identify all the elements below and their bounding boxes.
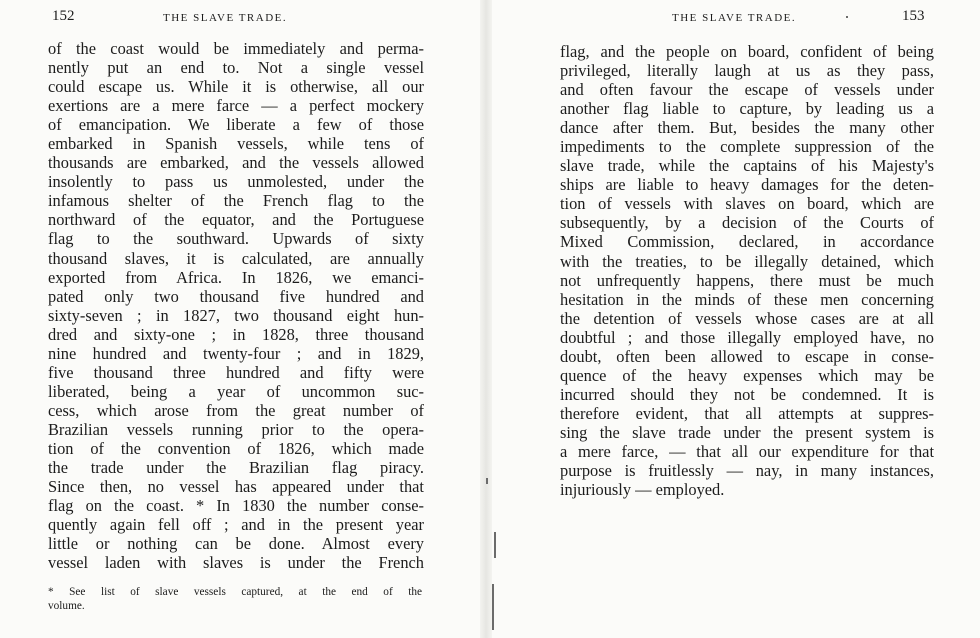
text-line: nine hundred and twenty-four ; and in 1829, — [48, 343, 424, 363]
text-line: the detention of vessels whose cases are at all — [560, 308, 934, 328]
text-line: injuriously — employed. — [560, 480, 725, 500]
text-line: therefore evident, that all attempts at suppres- — [560, 403, 934, 423]
text-line: sixty-seven ; in 1827, two thousand eight hun- — [48, 305, 424, 325]
text-line: hesitation in the minds of these men concerning — [560, 289, 934, 309]
running-head: THE SLAVE TRADE. — [163, 12, 288, 24]
text-line: doubtful ; and those illegally employed have, no — [560, 327, 934, 347]
footnote-line: * See list of slave vessels captured, at the end of the — [48, 586, 422, 598]
text-line: privileged, literally laugh at us as they pass, — [560, 61, 934, 81]
text-line: dance after them. But, besides the many other — [560, 118, 934, 138]
scan-speck — [486, 478, 488, 484]
text-line: tion of the convention of 1826, which made — [48, 438, 424, 458]
scan-speck — [846, 16, 848, 18]
text-line: quence of the heavy expenses which may be — [560, 365, 934, 385]
text-line: cess, which arose from the great number of — [48, 400, 424, 420]
text-line: of the coast would be immediately and perma- — [48, 39, 424, 58]
text-line: little or nothing can be done. Almost every — [48, 534, 424, 554]
page-number: 153 — [902, 8, 925, 24]
text-line: flag, and the people on board, confident of being — [560, 42, 934, 61]
text-line: embarked in Spanish vessels, while tens of — [48, 134, 424, 154]
text-line: exertions are a mere farce — a perfect mockery — [48, 96, 424, 116]
text-line: with the treaties, to be illegally detained, which — [560, 251, 934, 271]
running-head: THE SLAVE TRADE. — [672, 12, 797, 24]
body-text — [560, 42, 934, 499]
scan-speck — [492, 584, 494, 630]
text-line: sing the slave trade under the present system is — [560, 422, 934, 442]
left-page — [0, 0, 480, 638]
text-line: exported from Africa. In 1826, we emanci- — [48, 267, 424, 287]
text-line: insolently to pass us unmolested, under the — [48, 172, 424, 192]
text-line: liberated, being a year of uncommon suc- — [48, 381, 424, 401]
footnote-line: volume. — [48, 600, 85, 612]
text-line: flag on the coast. * In 1830 the number conse- — [48, 496, 424, 516]
text-line: purpose is fruitlessly — nay, in many instances, — [560, 461, 934, 481]
text-line: ships are liable to heavy damages for the deten- — [560, 175, 934, 195]
text-line: a mere farce, — that all our expenditure for that — [560, 441, 934, 461]
text-line: Mixed Commission, declared, in accordance — [560, 232, 934, 252]
text-line: Brazilian vessels running prior to the opera- — [48, 419, 424, 439]
footnote — [48, 585, 422, 613]
text-line: thousand slaves, it is calculated, are annually — [48, 248, 424, 268]
text-line: Since then, no vessel has appeared under that — [48, 477, 424, 497]
text-line: impediments to the complete suppression of the — [560, 137, 934, 157]
right-page — [490, 0, 980, 638]
scan-speck — [494, 532, 496, 558]
text-line: tion of vessels with slaves on board, which are — [560, 194, 934, 214]
text-line: pated only two thousand five hundred and — [48, 286, 424, 306]
text-line: not unfrequently happens, there must be much — [560, 270, 934, 290]
text-line: and often favour the escape of vessels under — [560, 80, 934, 100]
text-line: vessel laden with slaves is under the French — [48, 553, 424, 573]
text-line: could escape us. While it is otherwise, all our — [48, 77, 424, 97]
text-line: doubt, often been allowed to escape in conse- — [560, 346, 934, 366]
text-line: of emancipation. We liberate a few of those — [48, 115, 424, 135]
text-line: flag to the southward. Upwards of sixty — [48, 229, 424, 249]
text-line: slave trade, while the captains of his Majesty's — [560, 156, 934, 176]
text-line: incurred should they not be condemned. It is — [560, 384, 934, 404]
body-text — [48, 39, 424, 572]
text-line: northward of the equator, and the Portuguese — [48, 210, 424, 230]
text-line: subsequently, by a decision of the Courts of — [560, 213, 934, 233]
text-line: five thousand three hundred and fifty were — [48, 362, 424, 382]
text-line: another flag liable to capture, by leading us a — [560, 99, 934, 119]
text-line: dred and sixty-one ; in 1828, three thousand — [48, 324, 424, 344]
text-line: infamous shelter of the French flag to the — [48, 191, 424, 211]
text-line: quently again fell off ; and in the present year — [48, 515, 424, 535]
text-line: nently put an end to. Not a single vessel — [48, 58, 424, 78]
text-line: the trade under the Brazilian flag piracy. — [48, 458, 424, 478]
page-number: 152 — [52, 8, 75, 24]
text-line: thousands are embarked, and the vessels allowed — [48, 153, 424, 173]
